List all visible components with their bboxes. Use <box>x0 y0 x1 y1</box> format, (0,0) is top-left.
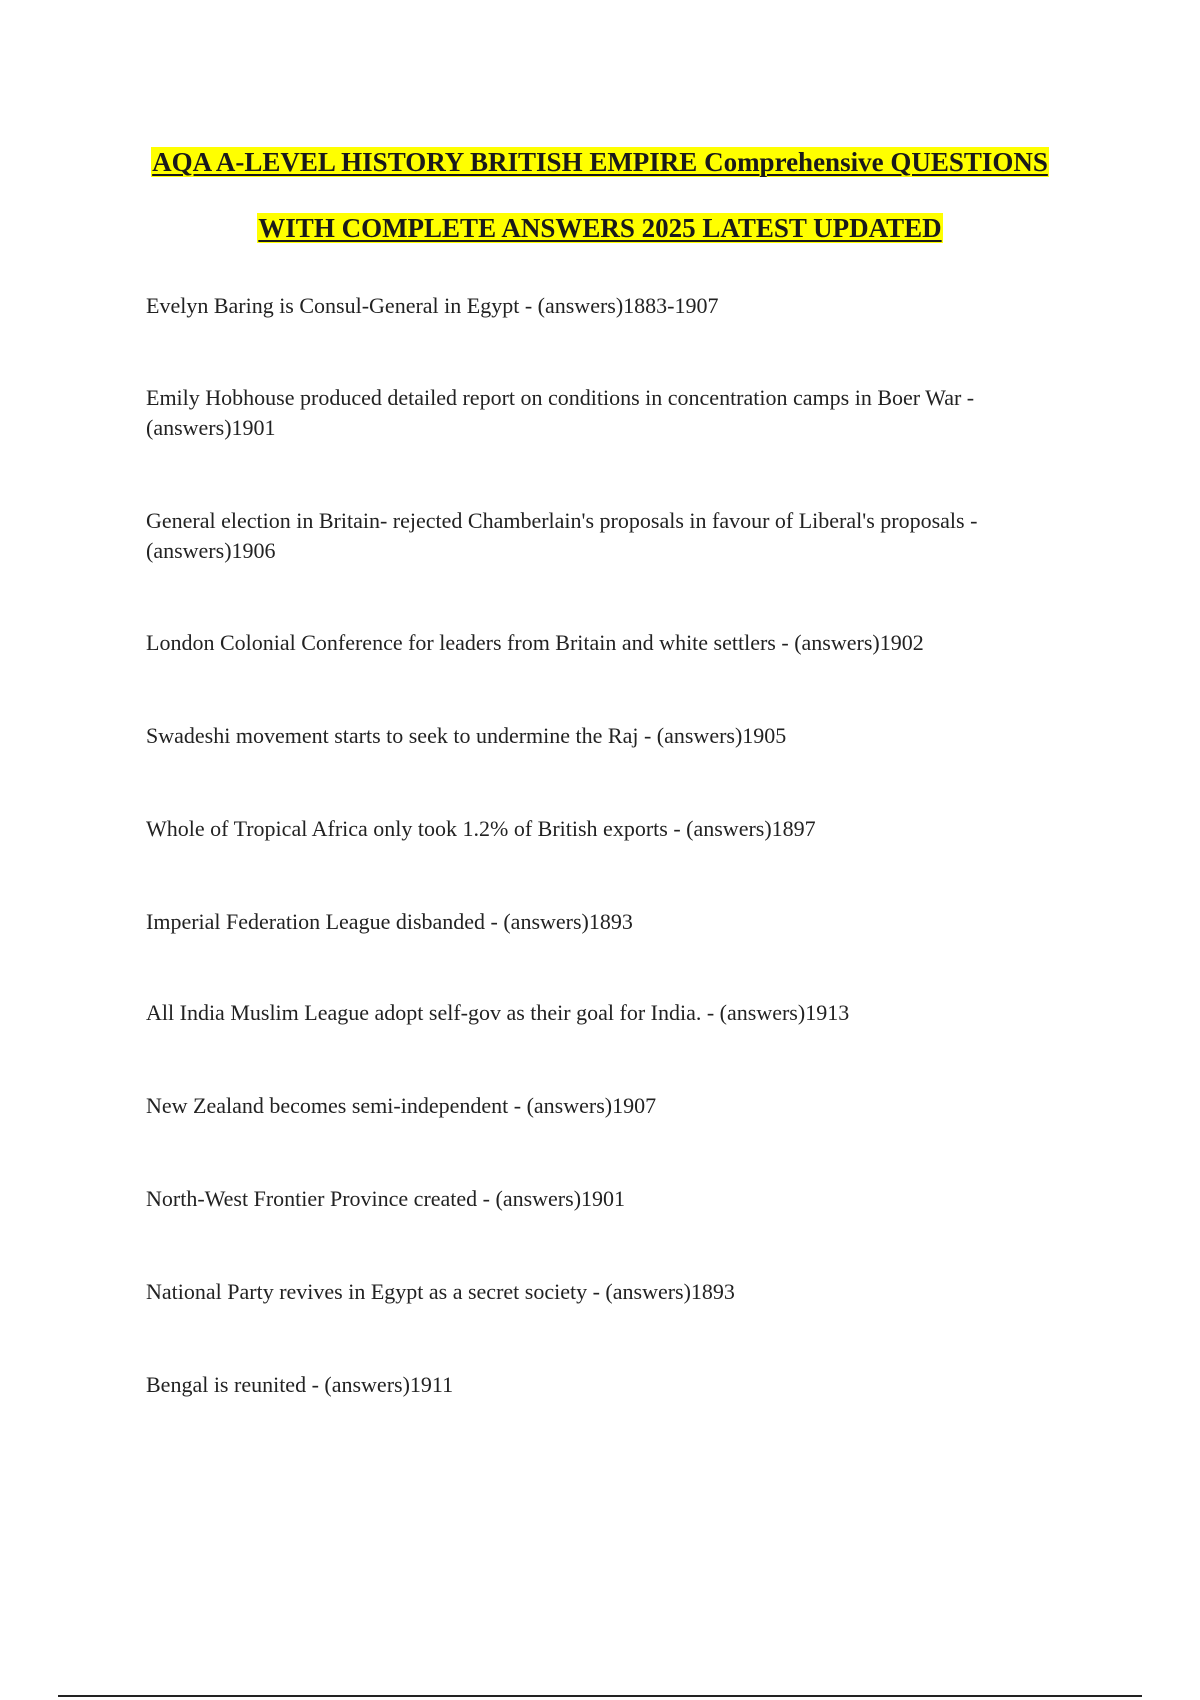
title-highlight-1: AQA A-LEVEL HISTORY BRITISH EMPIRE Comprehensive QUESTIONS <box>152 147 1048 177</box>
document-title-line-1 <box>0 145 1200 179</box>
title-highlight-2: WITH COMPLETE ANSWERS 2025 LATEST UPDATED <box>258 213 942 243</box>
qa-item: Emily Hobhouse produced detailed report on conditions in concentration camps in Boer War - (answers)1901 <box>146 385 975 440</box>
qa-item: Whole of Tropical Africa only took 1.2% of British exports - (answers)1897 <box>146 816 816 841</box>
qa-item: Imperial Federation League disbanded - (answers)1893 <box>146 909 633 934</box>
qa-item: Bengal is reunited - (answers)1911 <box>146 1372 454 1397</box>
qa-item: All India Muslim League adopt self-gov as their goal for India. - (answers)1913 <box>146 1000 850 1025</box>
qa-item: Swadeshi movement starts to seek to undermine the Raj - (answers)1905 <box>146 723 787 748</box>
qa-item: Evelyn Baring is Consul-General in Egypt - (answers)1883-1907 <box>146 293 719 318</box>
document-title-line-2 <box>0 211 1200 245</box>
qa-item: National Party revives in Egypt as a secret society - (answers)1893 <box>146 1279 735 1304</box>
qa-item: London Colonial Conference for leaders from Britain and white settlers - (answers)1902 <box>146 630 924 655</box>
qa-item: New Zealand becomes semi-independent - (answers)1907 <box>146 1093 657 1118</box>
footer-divider <box>58 1695 1142 1697</box>
qa-item: General election in Britain- rejected Chamberlain's proposals in favour of Liberal's proposals - (answers)1906 <box>146 508 978 563</box>
qa-item: North-West Frontier Province created - (answers)1901 <box>146 1186 626 1211</box>
